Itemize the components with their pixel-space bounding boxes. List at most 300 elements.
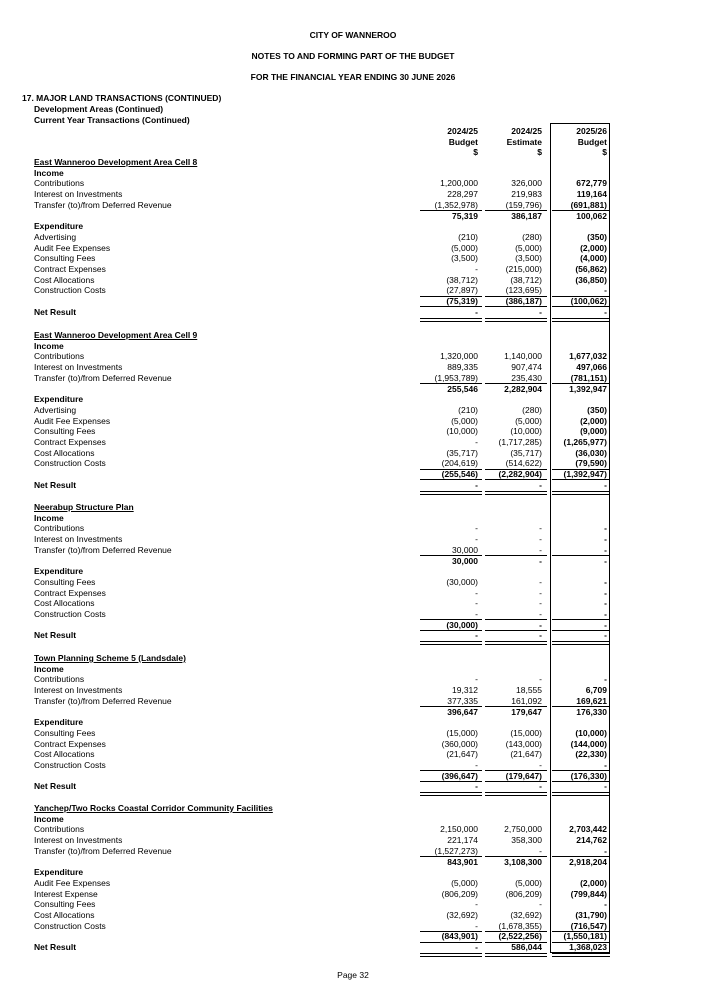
net-result-row-value: - <box>475 630 478 641</box>
expenditure-total-row <box>0 931 706 942</box>
expenditure-row-label: Contract Expenses <box>34 587 106 598</box>
expenditure-row <box>0 232 706 243</box>
expenditure-row-value: - <box>604 285 607 296</box>
income-row-value: 221,174 <box>447 835 478 846</box>
expenditure-row-value: (806,209) <box>441 888 478 899</box>
expenditure-row <box>0 577 706 588</box>
expenditure-row-value: (10,000) <box>446 426 478 437</box>
expenditure-row-value: (5,000) <box>515 877 542 888</box>
income-row-label: Interest on Investments <box>34 362 123 373</box>
expenditure-row-label: Cost Allocations <box>34 598 95 609</box>
net-result-row-value: - <box>539 306 542 317</box>
income-row-label: Interest on Investments <box>34 835 123 846</box>
net-result-row-value: - <box>539 781 542 792</box>
net-result-row <box>0 480 706 491</box>
expenditure-row-value: (215,000) <box>505 264 542 274</box>
expenditure-row-value: - <box>539 576 542 587</box>
expenditure-row-value: - <box>604 576 607 587</box>
expenditure-total-row-value: (386,187) <box>505 296 542 307</box>
income-row-value: 2,703,442 <box>569 824 607 835</box>
expenditure-row-value: (1,678,355) <box>498 920 542 931</box>
expenditure-row-value: - <box>475 920 478 931</box>
net-result-row-label: Net Result <box>34 630 77 641</box>
income-row-value: 30,000 <box>452 544 478 555</box>
income-row-value: - <box>539 674 542 685</box>
income-heading-label: Income <box>34 813 64 824</box>
net-result-row-value: 586,044 <box>511 942 542 953</box>
income-total-row-value: 255,546 <box>447 383 478 394</box>
expenditure-row-value: (360,000) <box>441 738 478 749</box>
double-rule <box>552 641 610 645</box>
expenditure-row-value: - <box>539 899 542 910</box>
income-row <box>0 846 706 857</box>
income-total-row <box>0 211 706 222</box>
income-total-row-value: 2,282,904 <box>504 383 542 394</box>
column-header-type: Budget <box>577 136 607 147</box>
column-header-unit: $ <box>602 147 607 157</box>
expenditure-row <box>0 458 706 469</box>
expenditure-row-value: - <box>604 899 607 910</box>
expenditure-total-row-value: (2,282,904) <box>498 469 542 480</box>
double-rule <box>485 792 547 796</box>
section-title-label: Town Planning Scheme 5 (Landsdale) <box>34 653 186 663</box>
income-row-value: - <box>604 674 607 685</box>
income-row-value: 1,140,000 <box>504 351 542 362</box>
income-row-value: 214,762 <box>576 835 607 846</box>
expenditure-row-value: (716,547) <box>570 920 607 931</box>
expenditure-row-value: (5,000) <box>515 415 542 426</box>
expenditure-heading-label: Expenditure <box>34 566 84 577</box>
expenditure-heading-label: Expenditure <box>34 221 84 232</box>
income-total-row <box>0 384 706 395</box>
net-result-row-value: - <box>475 306 478 317</box>
expenditure-total-row-value: (1,392,947) <box>563 469 607 480</box>
expenditure-row-value: - <box>475 609 478 619</box>
expenditure-total-row-value: (255,546) <box>441 469 478 480</box>
double-rule <box>485 641 547 645</box>
expenditure-row-value: (1,717,285) <box>498 437 542 447</box>
expenditure-row-value: (56,862) <box>575 264 607 274</box>
income-total-row-value: 396,647 <box>447 706 478 717</box>
expenditure-row-value: (144,000) <box>570 738 607 749</box>
double-rule <box>420 318 482 322</box>
section-title <box>0 803 706 814</box>
double-rule <box>552 953 610 957</box>
income-row <box>0 189 706 200</box>
expenditure-row-value: (350) <box>587 404 607 415</box>
income-row <box>0 523 706 534</box>
income-row-value: 18,555 <box>516 685 542 696</box>
expenditure-row-value: (2,000) <box>580 877 607 888</box>
column-header-estimate-2024 <box>480 126 542 158</box>
expenditure-row-label: Construction Costs <box>34 920 106 931</box>
income-total-row-value: - <box>604 555 607 566</box>
expenditure-total-row-value: (176,330) <box>570 770 607 781</box>
income-total-row-value: 843,901 <box>447 856 478 867</box>
expenditure-row-value: (27,897) <box>446 285 478 296</box>
expenditure-row-value: - <box>604 587 607 598</box>
income-heading-label: Income <box>34 512 64 523</box>
income-total-row <box>0 857 706 868</box>
expenditure-row-value: (3,500) <box>515 253 542 264</box>
expenditure-row-value: (5,000) <box>451 877 478 888</box>
income-row-value: 161,092 <box>511 695 542 706</box>
column-header-year: 2024/25 <box>511 126 542 136</box>
income-row-value: - <box>539 534 542 545</box>
income-row-value: (1,527,273) <box>434 845 478 856</box>
income-row-value: (691,881) <box>570 199 607 210</box>
income-row-value: - <box>475 523 478 534</box>
net-result-row-value: - <box>475 942 478 953</box>
net-result-row-label: Net Result <box>34 781 77 792</box>
column-header-year: 2024/25 <box>447 126 478 136</box>
expenditure-row-value: (10,000) <box>575 727 607 738</box>
column-header-type: Estimate <box>506 136 542 147</box>
income-row <box>0 835 706 846</box>
expenditure-row <box>0 739 706 750</box>
income-heading-label: Income <box>34 167 64 178</box>
net-result-row-value: - <box>539 479 542 490</box>
expenditure-row-value: (15,000) <box>446 727 478 738</box>
income-total-row-value: 100,062 <box>576 210 607 221</box>
net-result-row-label: Net Result <box>34 942 77 953</box>
income-row-value: 2,150,000 <box>440 824 478 835</box>
expenditure-row-value: (280) <box>522 404 542 415</box>
income-row <box>0 373 706 384</box>
expenditure-row-value: (3,500) <box>451 253 478 264</box>
expenditure-heading-label: Expenditure <box>34 394 84 405</box>
income-heading-label: Income <box>34 340 64 351</box>
expenditure-row <box>0 878 706 889</box>
expenditure-row-value: (35,717) <box>446 447 478 458</box>
income-row-value: 358,300 <box>511 835 542 846</box>
note-title: 17. MAJOR LAND TRANSACTIONS (CONTINUED) <box>22 93 222 103</box>
expenditure-row-value: (9,000) <box>580 426 607 437</box>
expenditure-row-value: - <box>604 609 607 619</box>
income-row-label: Transfer (to)/from Deferred Revenue <box>34 199 172 210</box>
income-row-value: - <box>539 523 542 534</box>
expenditure-row <box>0 253 706 264</box>
income-row-value: 377,335 <box>447 695 478 706</box>
expenditure-row <box>0 910 706 921</box>
expenditure-row-label: Audit Fee Expenses <box>34 242 111 253</box>
expenditure-total-row-value: (843,901) <box>441 931 478 942</box>
expenditure-row-value: (5,000) <box>451 415 478 426</box>
income-row-value: 228,297 <box>447 189 478 200</box>
income-row-value: 1,320,000 <box>440 351 478 362</box>
net-result-row-value: - <box>475 781 478 792</box>
expenditure-row-value: (204,619) <box>441 458 478 469</box>
income-heading <box>0 664 706 675</box>
income-row-value: 19,312 <box>452 685 478 696</box>
net-result-row <box>0 942 706 953</box>
income-row <box>0 351 706 362</box>
expenditure-row <box>0 760 706 771</box>
expenditure-row-value: (79,590) <box>575 458 607 469</box>
column-header-type: Budget <box>448 136 478 147</box>
income-row-value: 889,335 <box>447 362 478 373</box>
expenditure-row-label: Construction Costs <box>34 760 106 770</box>
income-row-label: Interest on Investments <box>34 189 123 200</box>
expenditure-row-value: - <box>604 598 607 609</box>
income-total-row-value: 3,108,300 <box>504 856 542 867</box>
income-row-value: 6,709 <box>585 685 607 696</box>
expenditure-row <box>0 448 706 459</box>
income-row-value: 2,750,000 <box>504 824 542 835</box>
income-heading <box>0 341 706 352</box>
section-title-label: East Wanneroo Development Area Cell 8 <box>34 157 198 167</box>
double-rule <box>552 318 610 322</box>
net-result-row-value: 1,368,023 <box>569 942 607 953</box>
expenditure-row-value: (280) <box>522 231 542 242</box>
expenditure-heading-label: Expenditure <box>34 867 84 878</box>
expenditure-row-value: - <box>604 760 607 770</box>
net-result-row <box>0 781 706 792</box>
expenditure-row-value: (35,717) <box>510 447 542 458</box>
expenditure-row-label: Consulting Fees <box>34 576 96 587</box>
section-title <box>0 330 706 341</box>
column-header-year: 2025/26 <box>576 126 607 136</box>
net-result-row-value: - <box>604 479 607 490</box>
document-subtitle: NOTES TO AND FORMING PART OF THE BUDGET <box>251 51 455 61</box>
section-title-label: Yanchep/Two Rocks Coastal Corridor Community Facilities <box>34 803 273 813</box>
expenditure-row-value: - <box>475 598 478 609</box>
income-total-row <box>0 556 706 567</box>
expenditure-heading <box>0 867 706 878</box>
double-rule <box>485 318 547 322</box>
expenditure-row-label: Consulting Fees <box>34 899 96 910</box>
income-row <box>0 362 706 373</box>
income-row <box>0 824 706 835</box>
expenditure-total-row-value: (396,647) <box>441 770 478 781</box>
expenditure-row-value: (143,000) <box>505 738 542 749</box>
expenditure-row <box>0 921 706 932</box>
double-rule <box>552 491 610 495</box>
expenditure-total-row <box>0 620 706 631</box>
income-row-value: - <box>604 523 607 534</box>
column-header-unit: $ <box>473 147 478 157</box>
note-subtitle-1: Development Areas (Continued) <box>34 104 164 114</box>
income-row <box>0 674 706 685</box>
expenditure-row <box>0 426 706 437</box>
net-result-row <box>0 307 706 318</box>
column-header-unit: $ <box>537 147 542 157</box>
expenditure-row <box>0 598 706 609</box>
expenditure-row-label: Audit Fee Expenses <box>34 415 111 426</box>
expenditure-row-value: - <box>475 587 478 598</box>
expenditure-row-value: (514,622) <box>505 458 542 469</box>
income-total-row-value: - <box>539 555 542 566</box>
expenditure-row-value: (799,844) <box>570 888 607 899</box>
expenditure-row <box>0 264 706 275</box>
section-title <box>0 157 706 168</box>
expenditure-row-label: Contract Expenses <box>34 437 106 447</box>
expenditure-row-label: Cost Allocations <box>34 749 95 760</box>
expenditure-row-label: Consulting Fees <box>34 727 96 738</box>
expenditure-row <box>0 899 706 910</box>
income-heading-label: Income <box>34 663 64 674</box>
section-title <box>0 502 706 513</box>
income-row-value: 672,779 <box>576 178 607 189</box>
expenditure-row-value: (32,692) <box>510 910 542 920</box>
net-result-row-label: Net Result <box>34 306 77 317</box>
income-total-row-value: 75,319 <box>452 210 478 221</box>
section-title-label: East Wanneroo Development Area Cell 9 <box>34 330 198 340</box>
expenditure-row-label: Construction Costs <box>34 609 106 619</box>
expenditure-row-label: Consulting Fees <box>34 426 96 437</box>
income-row-label: Interest on Investments <box>34 685 123 696</box>
expenditure-row-value: - <box>475 899 478 910</box>
expenditure-row-value: (5,000) <box>451 242 478 253</box>
income-total-row-value: 179,647 <box>511 706 542 717</box>
expenditure-row-value: (1,265,977) <box>563 437 607 447</box>
expenditure-row <box>0 243 706 254</box>
expenditure-row-value: (22,330) <box>575 749 607 760</box>
expenditure-row <box>0 437 706 448</box>
income-row <box>0 200 706 211</box>
expenditure-row-value: (210) <box>458 404 478 415</box>
net-result-row-value: - <box>475 479 478 490</box>
income-row-value: 326,000 <box>511 178 542 189</box>
income-row-label: Contributions <box>34 824 85 835</box>
income-row-value: - <box>604 544 607 555</box>
income-heading <box>0 814 706 825</box>
expenditure-row-label: Cost Allocations <box>34 447 95 458</box>
income-row-value: 1,200,000 <box>440 178 478 189</box>
expenditure-row <box>0 609 706 620</box>
expenditure-total-row-value: (100,062) <box>570 296 607 307</box>
income-total-row-value: 2,918,204 <box>569 856 607 867</box>
expenditure-row <box>0 889 706 900</box>
expenditure-total-row-value: (2,522,256) <box>498 931 542 942</box>
expenditure-heading-label: Expenditure <box>34 717 84 728</box>
section-title <box>0 653 706 664</box>
expenditure-row-value: (2,000) <box>580 415 607 426</box>
expenditure-row-label: Advertising <box>34 404 77 415</box>
expenditure-row-label: Contract Expenses <box>34 264 106 274</box>
net-result-row-value: - <box>604 781 607 792</box>
income-row-label: Transfer (to)/from Deferred Revenue <box>34 695 172 706</box>
expenditure-row-label: Contract Expenses <box>34 738 106 749</box>
double-rule <box>485 953 547 957</box>
income-row-value: (781,151) <box>570 372 607 383</box>
income-total-row-value: 176,330 <box>576 706 607 717</box>
expenditure-total-row-value: (179,647) <box>505 770 542 781</box>
income-row-value: - <box>539 544 542 555</box>
income-heading <box>0 168 706 179</box>
expenditure-total-row <box>0 469 706 480</box>
expenditure-total-row-value: (1,550,181) <box>563 931 607 942</box>
expenditure-row-label: Consulting Fees <box>34 253 96 264</box>
expenditure-row-value: - <box>475 264 478 274</box>
income-row-value: - <box>475 534 478 545</box>
expenditure-row-value: (21,647) <box>446 749 478 760</box>
income-row-label: Interest on Investments <box>34 534 123 545</box>
expenditure-total-row <box>0 296 706 307</box>
income-row-value: 1,677,032 <box>569 351 607 362</box>
income-row <box>0 545 706 556</box>
income-total-row-value: 1,392,947 <box>569 383 607 394</box>
expenditure-row <box>0 275 706 286</box>
income-total-row-value: 386,187 <box>511 210 542 221</box>
income-row-value: (1,953,789) <box>434 372 478 383</box>
income-row <box>0 178 706 189</box>
expenditure-row-value: (4,000) <box>580 253 607 264</box>
income-row-value: - <box>539 845 542 856</box>
expenditure-row-value: (2,000) <box>580 242 607 253</box>
expenditure-row-value: (5,000) <box>515 242 542 253</box>
expenditure-row-label: Advertising <box>34 231 77 242</box>
income-row-value: 235,430 <box>511 372 542 383</box>
income-row-label: Contributions <box>34 178 85 189</box>
column-header-budget-2024 <box>416 126 478 158</box>
income-row-value: - <box>604 845 607 856</box>
expenditure-row-value: - <box>539 760 542 770</box>
expenditure-row <box>0 405 706 416</box>
income-total-row-value: 30,000 <box>452 555 478 566</box>
income-row-label: Contributions <box>34 351 85 362</box>
double-rule <box>420 953 482 957</box>
expenditure-row-value: (15,000) <box>510 727 542 738</box>
expenditure-row-label: Cost Allocations <box>34 910 95 920</box>
net-result-row-value: - <box>604 306 607 317</box>
expenditure-row-value: - <box>539 598 542 609</box>
expenditure-row-value: - <box>539 587 542 598</box>
expenditure-heading <box>0 394 706 405</box>
expenditure-row <box>0 588 706 599</box>
income-row-value: (1,352,978) <box>434 199 478 210</box>
income-row-value: 119,164 <box>576 189 607 200</box>
expenditure-total-row-value: (75,319) <box>446 296 478 307</box>
income-row-label: Contributions <box>34 523 85 534</box>
income-row-value: 907,474 <box>511 362 542 373</box>
income-heading <box>0 513 706 524</box>
income-row-value: - <box>475 674 478 685</box>
income-row <box>0 534 706 545</box>
double-rule <box>420 641 482 645</box>
expenditure-row-value: - <box>539 609 542 619</box>
expenditure-row-value: (30,000) <box>446 576 478 587</box>
expenditure-total-row-value: - <box>604 619 607 630</box>
expenditure-row-value: (123,695) <box>505 285 542 296</box>
expenditure-row-label: Construction Costs <box>34 285 106 296</box>
income-row-label: Transfer (to)/from Deferred Revenue <box>34 845 172 856</box>
income-row-value: (159,796) <box>505 199 542 210</box>
expenditure-row-value: (38,712) <box>446 274 478 285</box>
double-rule <box>420 491 482 495</box>
expenditure-row-label: Construction Costs <box>34 458 106 469</box>
double-rule <box>552 792 610 796</box>
expenditure-row-value: (38,712) <box>510 274 542 285</box>
expenditure-row-value: (36,030) <box>575 447 607 458</box>
expenditure-total-row-value: (30,000) <box>446 619 478 630</box>
expenditure-total-row-value: - <box>539 619 542 630</box>
income-row-label: Transfer (to)/from Deferred Revenue <box>34 372 172 383</box>
document-title: CITY OF WANNEROO <box>309 30 397 40</box>
expenditure-total-row <box>0 771 706 782</box>
income-row-label: Contributions <box>34 674 85 685</box>
net-result-row <box>0 630 706 641</box>
expenditure-row-value: (210) <box>458 231 478 242</box>
expenditure-row-label: Cost Allocations <box>34 274 95 285</box>
expenditure-row-value: (32,692) <box>446 910 478 920</box>
expenditure-row <box>0 749 706 760</box>
double-rule <box>420 792 482 796</box>
expenditure-row-value: (21,647) <box>510 749 542 760</box>
income-row-value: - <box>604 534 607 545</box>
expenditure-row-value: (806,209) <box>505 888 542 899</box>
income-row-label: Transfer (to)/from Deferred Revenue <box>34 544 172 555</box>
